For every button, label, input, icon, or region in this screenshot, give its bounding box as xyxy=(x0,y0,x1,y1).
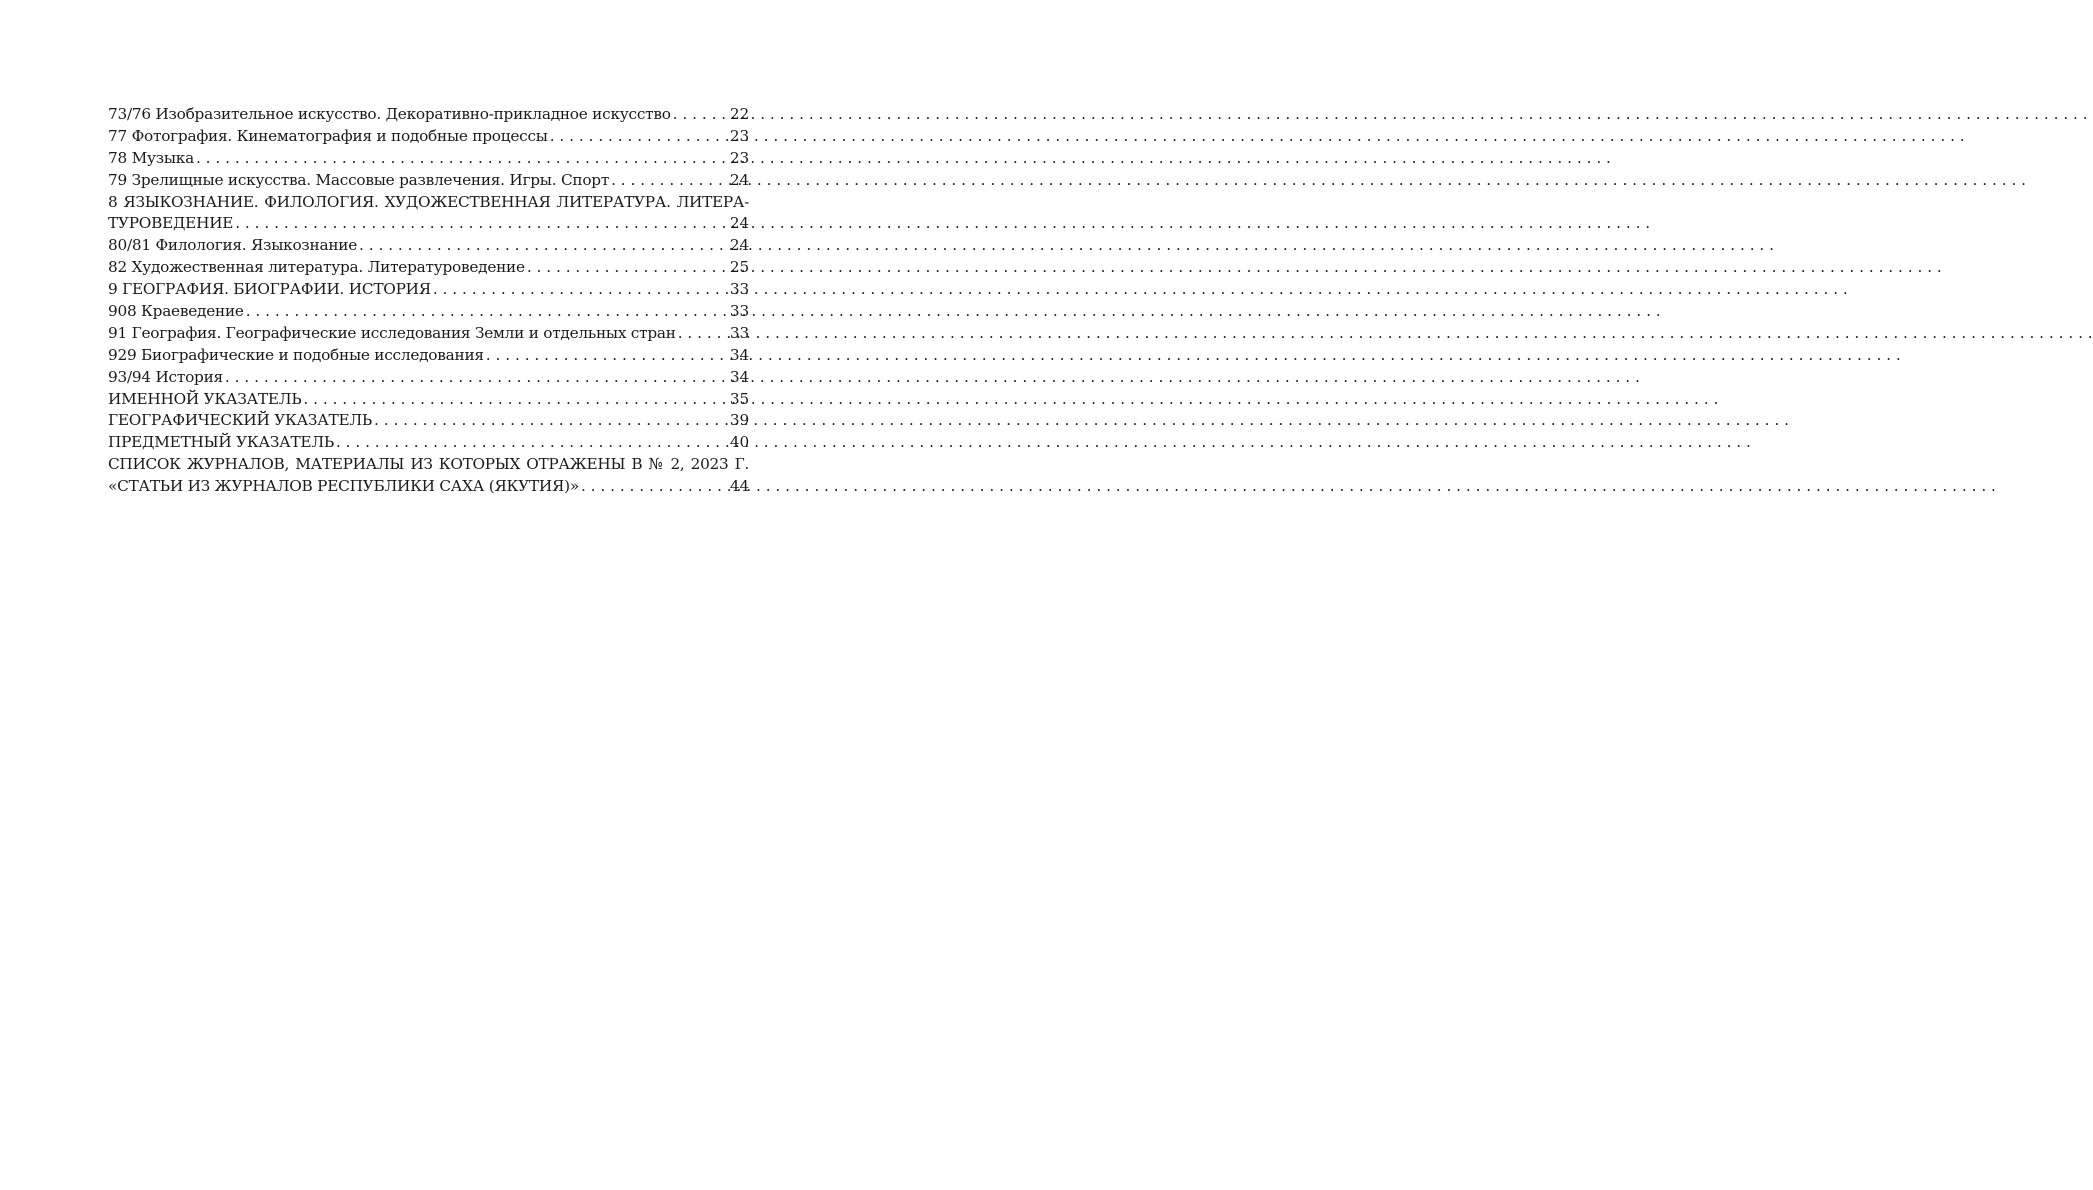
toc-page-number: 23 xyxy=(729,126,749,145)
toc-dot-leader xyxy=(550,126,728,148)
toc-entry-title: 80/81 Филология. Языкознание xyxy=(108,236,358,255)
toc-page-number: 22 xyxy=(729,105,749,123)
toc-page-number: 33 xyxy=(729,323,749,342)
toc-entry-geography-section[interactable] xyxy=(108,279,749,301)
toc-page-number: 35 xyxy=(729,389,749,408)
toc-page-number: 34 xyxy=(729,367,749,386)
toc-dot-leader xyxy=(303,389,728,411)
toc-entry-journals-list[interactable] xyxy=(108,476,749,498)
toc-entry-title: 73/76 Изобразительное искусство. Декоративно-прикладное искусство xyxy=(108,105,671,123)
toc-dot-leader xyxy=(246,301,728,323)
toc-dot-leader xyxy=(225,367,728,389)
toc-dot-leader xyxy=(235,213,728,235)
toc-page-number: 24 xyxy=(729,170,749,189)
toc-entry-journals-list-line1[interactable]: СПИСОК ЖУРНАЛОВ, МАТЕРИАЛЫ ИЗ КОТОРЫХ ОТРАЖЕНЫ В № 2, 2023 Г. xyxy=(108,455,749,474)
toc-page-number: 44 xyxy=(729,477,749,496)
toc-entry-geography[interactable] xyxy=(108,323,749,345)
toc-entry-title: 9 ГЕОГРАФИЯ. БИОГРАФИИ. ИСТОРИЯ xyxy=(108,280,431,299)
toc-page-number: 40 xyxy=(729,433,749,452)
toc-entry-music[interactable] xyxy=(108,148,749,170)
toc-entry-performing-arts[interactable] xyxy=(108,170,749,192)
toc-page-number: 25 xyxy=(729,258,749,277)
toc-dot-leader xyxy=(611,170,728,192)
toc-entry-title: ГЕОГРАФИЧЕСКИЙ УКАЗАТЕЛЬ xyxy=(108,411,372,430)
toc-entry-title: «СТАТЬИ ИЗ ЖУРНАЛОВ РЕСПУБЛИКИ САХА (ЯКУТИЯ)» xyxy=(108,477,579,496)
toc-entry-local-history[interactable] xyxy=(108,301,749,323)
toc-entry-title: 91 География. Географические исследования Земли и отдельных стран xyxy=(108,323,676,342)
table-of-contents xyxy=(108,104,749,498)
toc-dot-leader xyxy=(527,257,728,279)
toc-dot-leader xyxy=(196,148,728,170)
toc-entry-title: 93/94 История xyxy=(108,367,223,386)
toc-entry-subject-index[interactable] xyxy=(108,432,749,454)
toc-page-number: 33 xyxy=(729,280,749,299)
toc-entry-name-index[interactable] xyxy=(108,389,749,411)
toc-entry-fine-arts[interactable] xyxy=(108,104,749,126)
toc-entry-photography[interactable] xyxy=(108,126,749,148)
toc-entry-literature[interactable] xyxy=(108,257,749,279)
toc-page-number: 24 xyxy=(729,214,749,233)
toc-dot-leader xyxy=(359,235,728,257)
toc-dot-leader xyxy=(433,279,728,301)
toc-dot-leader xyxy=(336,432,728,454)
toc-entry-title: ТУРОВЕДЕНИЕ xyxy=(108,214,234,233)
toc-dot-leader xyxy=(678,323,728,345)
toc-page-number: 39 xyxy=(729,411,749,430)
toc-entry-linguistics-section[interactable] xyxy=(108,213,749,235)
toc-page-number: 33 xyxy=(729,302,749,321)
toc-entry-title: 78 Музыка xyxy=(108,148,194,167)
toc-dot-leader xyxy=(486,345,728,367)
toc-page-number: 24 xyxy=(729,236,749,255)
toc-dot-leader xyxy=(374,410,728,432)
toc-entry-linguistics-section-line1[interactable]: 8 ЯЗЫКОЗНАНИЕ. ФИЛОЛОГИЯ. ХУДОЖЕСТВЕННАЯ ЛИТЕРАТУРА. ЛИТЕРА- xyxy=(108,192,749,211)
toc-dot-leader xyxy=(673,104,728,126)
toc-entry-biographies[interactable] xyxy=(108,345,749,367)
toc-entry-title: ПРЕДМЕТНЫЙ УКАЗАТЕЛЬ xyxy=(108,433,334,452)
toc-entry-geographic-index[interactable] xyxy=(108,410,749,432)
toc-entry-title: 908 Краеведение xyxy=(108,302,244,321)
toc-page-number: 34 xyxy=(729,345,749,364)
toc-entry-philology[interactable] xyxy=(108,235,749,257)
toc-dot-leader xyxy=(581,476,728,498)
toc-entry-title: ИМЕННОЙ УКАЗАТЕЛЬ xyxy=(108,389,302,408)
toc-entry-title: 77 Фотография. Кинематография и подобные процессы xyxy=(108,126,548,145)
toc-entry-title: 79 Зрелищные искусства. Массовые развлечения. Игры. Спорт xyxy=(108,170,610,189)
toc-entry-title: 929 Биографические и подобные исследования xyxy=(108,345,484,364)
toc-entry-history[interactable] xyxy=(108,367,749,389)
toc-page-number: 23 xyxy=(729,148,749,167)
toc-entry-title: 82 Художественная литература. Литературоведение xyxy=(108,258,525,277)
